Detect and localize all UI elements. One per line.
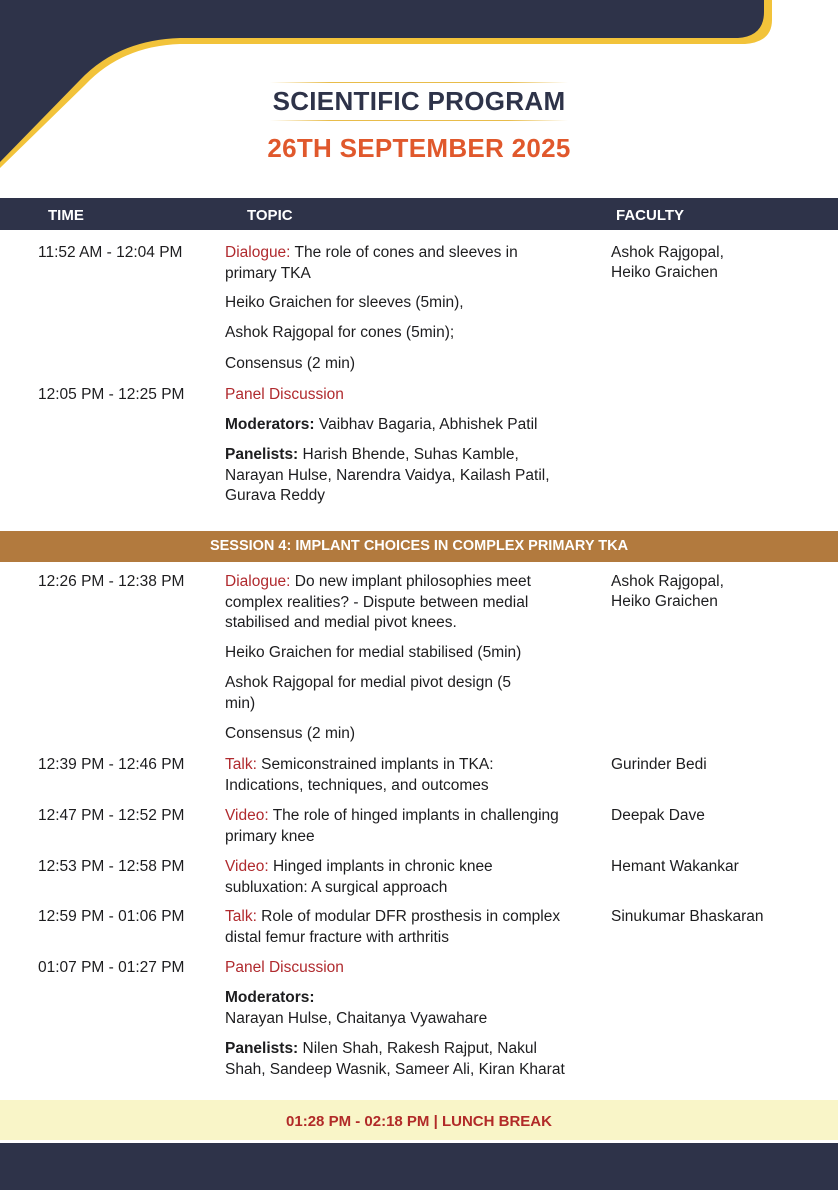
title-rule-bottom xyxy=(270,120,568,121)
faculty-name: Heiko Graichen xyxy=(611,593,718,610)
faculty-name: Deepak Dave xyxy=(611,807,705,824)
topic-subline: Consensus (2 min) xyxy=(225,725,356,742)
faculty-name: Ashok Rajgopal, xyxy=(611,244,724,261)
panelists-line xyxy=(225,1039,570,1080)
row-time: 12:05 PM - 12:25 PM xyxy=(38,386,185,403)
row-time: 01:07 PM - 01:27 PM xyxy=(38,959,185,976)
faculty-name: Ashok Rajgopal, xyxy=(611,573,724,590)
column-topic: TOPIC xyxy=(247,207,293,224)
topic-subline: Heiko Graichen for sleeves (5min), xyxy=(225,294,464,311)
topic-type-label: Talk: xyxy=(225,756,257,773)
faculty-name: Hemant Wakankar xyxy=(611,858,739,875)
program-date: 26TH SEPTEMBER 2025 xyxy=(267,133,571,163)
topic-subline: Heiko Graichen for medial stabilised (5min) xyxy=(225,644,522,661)
page-title: SCIENTIFIC PROGRAM xyxy=(272,86,566,116)
topic-text: Hinged implants in chronic knee subluxation: A surgical approach xyxy=(225,858,493,896)
topic-text: The role of hinged implants in challenging primary knee xyxy=(225,807,559,845)
row-topic xyxy=(225,907,570,948)
topic-type-label: Video: xyxy=(225,807,269,824)
topic-type-label: Talk: xyxy=(225,908,257,925)
row-topic xyxy=(225,243,570,284)
title-rule-top xyxy=(270,82,568,83)
panelists-label: Panelists: xyxy=(225,446,299,463)
row-time: 12:53 PM - 12:58 PM xyxy=(38,858,185,875)
footer-band xyxy=(0,1143,838,1190)
moderators-label: Moderators: xyxy=(225,989,315,1006)
row-time: 11:52 AM - 12:04 PM xyxy=(38,244,183,261)
table-header xyxy=(0,198,838,230)
topic-type-label: Panel Discussion xyxy=(225,386,344,403)
row-time: 12:47 PM - 12:52 PM xyxy=(38,807,185,824)
topic-text: The role of cones and sleeves in primary TKA xyxy=(225,244,518,282)
topic-type-label: Panel Discussion xyxy=(225,959,344,976)
moderators-names: Vaibhav Bagaria, Abhishek Patil xyxy=(314,416,538,433)
row-topic xyxy=(225,857,570,898)
lunch-break-bar: 01:28 PM - 02:18 PM | LUNCH BREAK xyxy=(0,1100,838,1140)
row-topic xyxy=(225,806,570,847)
topic-type-label: Video: xyxy=(225,858,269,875)
faculty-name: Sinukumar Bhaskaran xyxy=(611,908,764,925)
topic-type-label: Dialogue: xyxy=(225,244,291,261)
moderators-names: Narayan Hulse, Chaitanya Vyawahare xyxy=(225,1009,488,1027)
row-topic xyxy=(225,572,570,634)
panelists-names: Harish Bhende, Suhas Kamble, Narayan Hulse, Narendra Vaidya, Kailash Patil, Gurava Reddy xyxy=(225,446,550,504)
faculty-name: Heiko Graichen xyxy=(611,264,718,281)
moderators-line xyxy=(225,988,570,1029)
session-title-bar: SESSION 4: IMPLANT CHOICES IN COMPLEX PRIMARY TKA xyxy=(0,531,838,562)
topic-text: Do new implant philosophies meet complex realities? - Dispute between medial stabilised and medial pivot knees. xyxy=(225,573,531,631)
faculty-name: Gurinder Bedi xyxy=(611,756,707,773)
panelists-names: Nilen Shah, Rakesh Rajput, Nakul Shah, Sandeep Wasnik, Sameer Ali, Kiran Kharat xyxy=(225,1040,565,1078)
moderators-label: Moderators: xyxy=(225,416,315,433)
topic-subline: Ashok Rajgopal for medial pivot design (5 min) xyxy=(225,674,512,712)
row-time: 12:39 PM - 12:46 PM xyxy=(38,756,185,773)
row-time: 12:59 PM - 01:06 PM xyxy=(38,908,185,925)
topic-text: Role of modular DFR prosthesis in complex distal femur fracture with arthritis xyxy=(225,908,561,946)
topic-text: Semiconstrained implants in TKA: Indications, techniques, and outcomes xyxy=(225,756,494,794)
row-topic xyxy=(225,755,570,796)
panelists-label: Panelists: xyxy=(225,1040,299,1057)
topic-subline: Ashok Rajgopal for cones (5min); xyxy=(225,324,455,341)
moderators-line xyxy=(225,415,570,436)
topic-type-label: Dialogue: xyxy=(225,573,291,590)
column-faculty: FACULTY xyxy=(616,207,685,224)
panelists-line xyxy=(225,445,570,507)
topic-subline: Consensus (2 min) xyxy=(225,355,356,372)
row-time: 12:26 PM - 12:38 PM xyxy=(38,573,185,590)
column-time: TIME xyxy=(48,207,84,224)
